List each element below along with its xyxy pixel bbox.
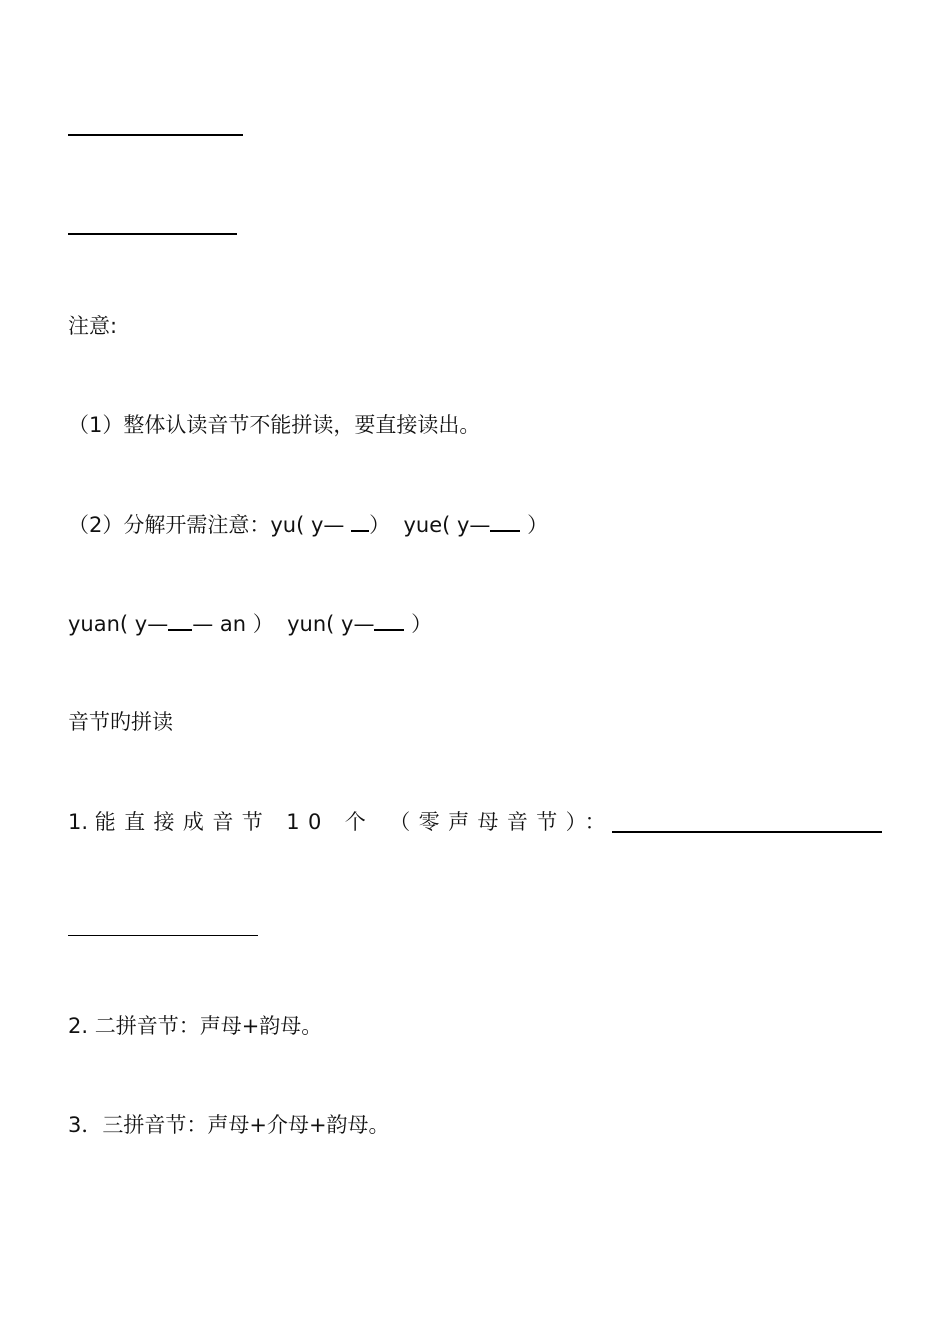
yue-blank[interactable]	[490, 512, 520, 532]
rule-2: 2. 二拼音节：声母+韵母。	[68, 1014, 323, 1038]
yun-open: yun( y—	[287, 612, 375, 636]
yue-close: ）	[520, 513, 549, 537]
yu-open: yu( y—	[270, 513, 345, 537]
note-item-1: （1）整体认读音节不能拼读，要直接读出。	[68, 413, 481, 437]
answer-line-2	[68, 233, 237, 235]
answer-line-1	[68, 134, 243, 136]
yuan-mid: — an ）	[192, 612, 274, 636]
rule-1-answer-line[interactable]	[612, 831, 882, 833]
note-item-2-prefix: （2）分解开需注意：	[68, 513, 271, 537]
note-heading: 注意:	[68, 314, 118, 338]
yu-close: ）	[369, 513, 391, 537]
rule-1-text: 能直接成音节 10 个 （零声母音节）：	[94, 810, 614, 834]
note-item-2	[68, 511, 548, 539]
section-title: 音节旳拼读	[68, 710, 173, 734]
yuan-blank[interactable]	[168, 611, 192, 631]
yun-blank[interactable]	[374, 611, 404, 631]
note-item-2-continued	[68, 610, 432, 638]
yu-blank[interactable]	[351, 512, 369, 532]
yun-close: ）	[404, 612, 433, 636]
rule-1-answer-line-continued[interactable]	[68, 935, 258, 936]
yuan-open: yuan( y—	[68, 612, 169, 636]
yue-open: yue( y—	[403, 513, 491, 537]
rule-1-number: 1.	[68, 810, 89, 834]
rule-3: 3．三拼音节：声母+介母+韵母。	[68, 1113, 390, 1137]
rule-1	[68, 808, 614, 836]
